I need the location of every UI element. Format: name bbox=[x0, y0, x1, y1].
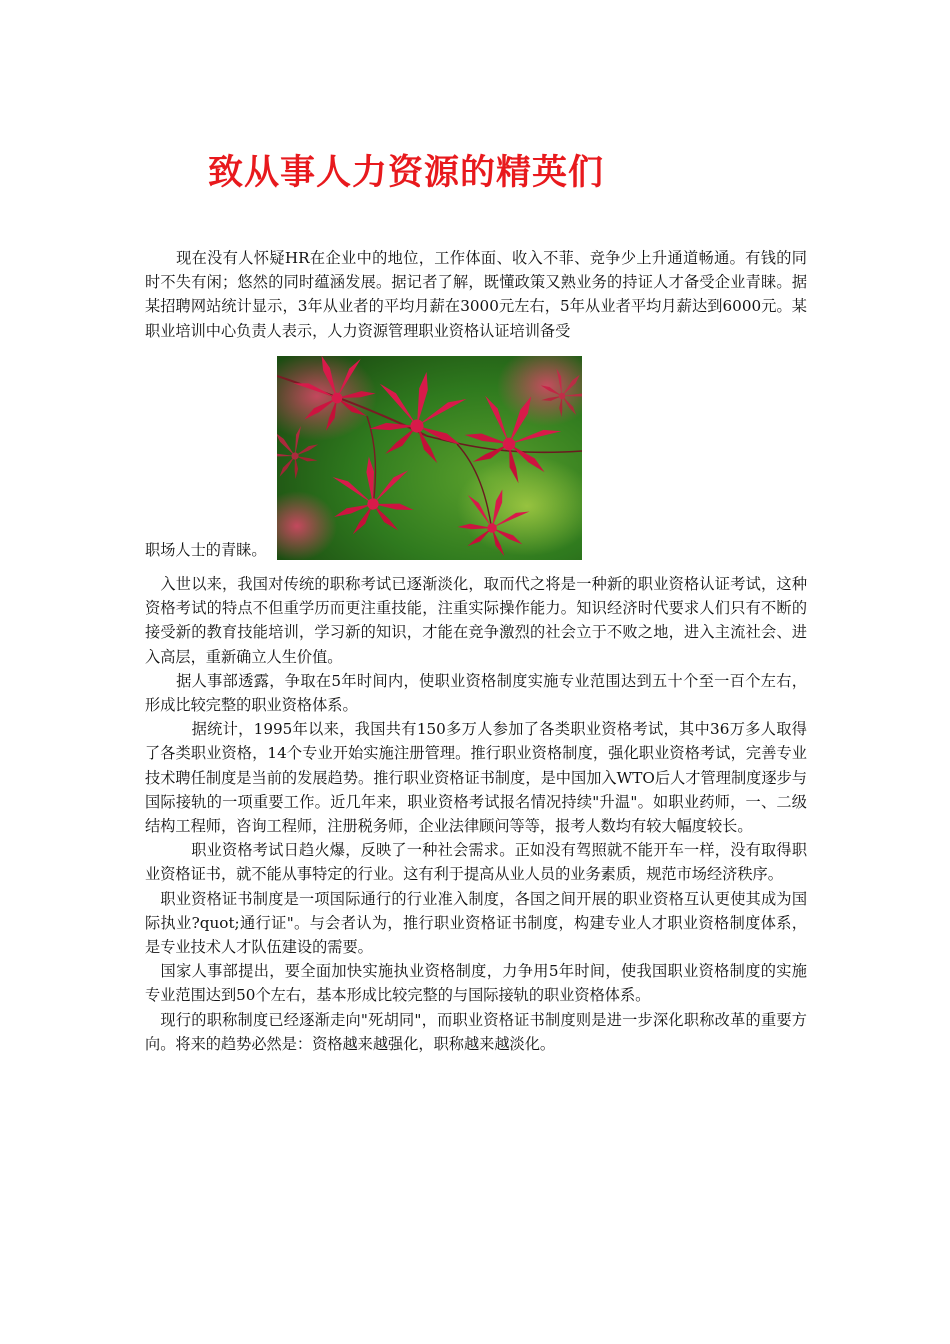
intro-paragraph: 现在没有人怀疑HR在企业中的地位，工作体面、收入不菲、竞争少上升通道畅通。有钱的同时不失有闲；悠然的同时蕴涵发展。据记者了解，既懂政策又熟业务的持证人才备受企业青睐。据某招聘网站统计显示，3年从业者的平均月薪在3000元左右，5年从业者平均月薪达到6000元。某职业培训中心负责人表示，人力资源管理职业资格认证培训备受 bbox=[145, 249, 807, 340]
photo-caption: 职场人士的青睐。 bbox=[145, 541, 267, 559]
paragraph: 据人事部透露，争取在5年时间内，使职业资格制度实施专业范围达到五十个至一百个左右，形成比较完整的职业资格体系。 bbox=[145, 671, 807, 715]
photo-line bbox=[145, 356, 807, 562]
maple-leaves-illustration bbox=[277, 356, 582, 560]
paragraph: 职业资格考试日趋火爆，反映了一种社会需求。正如没有驾照就不能开车一样，没有取得职业资格证书，就不能从事特定的行业。这有利于提高从业人员的业务素质，规范市场经济秩序。 bbox=[145, 841, 807, 884]
paragraph: 职业资格证书制度是一项国际通行的行业准入制度，各国之间开展的职业资格互认更使其成为国际执业?quot;通行证"。与会者认为，推行职业资格证书制度，构建专业人才职业资格制度体系，是专业技术人才队伍建设的需要。 bbox=[145, 889, 807, 957]
body-paragraphs bbox=[145, 572, 807, 1056]
maple-leaves-photo bbox=[277, 356, 582, 560]
paragraph: 据统计，1995年以来，我国共有150多万人参加了各类职业资格考试，其中36万多人取得了各类职业资格，14个专业开始实施注册管理。推行职业资格制度，强化职业资格考试，完善专业技术聘任制度是当前的发展趋势。推行职业资格证书制度，是中国加入WTO后人才管理制度逐步与国际接轨的一项重要工作。近几年来，职业资格考试报名情况持续"升温"。如职业药师，一、二级结构工程师，咨询工程师，注册税务师，企业法律顾问等等，报考人数均有较大幅度较长。 bbox=[145, 720, 807, 836]
intro-paragraph-block bbox=[145, 246, 807, 343]
paragraph: 入世以来，我国对传统的职称考试已逐渐淡化，取而代之将是一种新的职业资格认证考试，这种资格考试的特点不但重学历而更注重技能，注重实际操作能力。知识经济时代要求人们只有不断的接受新的教育技能培训，学习新的知识，才能在竞争激烈的社会立于不败之地，进入主流社会、进入高层，重新确立人生价值。 bbox=[145, 575, 807, 666]
document-title: 致从事人力资源的精英们 bbox=[208, 153, 605, 193]
paragraph: 国家人事部提出，要全面加快实施执业资格制度，力争用5年时间，使我国职业资格制度的实施专业范围达到50个左右，基本形成比较完整的与国际接轨的职业资格体系。 bbox=[145, 962, 807, 1005]
paragraph: 现行的职称制度已经逐渐走向"死胡同"，而职业资格证书制度则是进一步深化职称改革的重要方向。将来的趋势必然是：资格越来越强化，职称越来越淡化。 bbox=[145, 1010, 807, 1053]
